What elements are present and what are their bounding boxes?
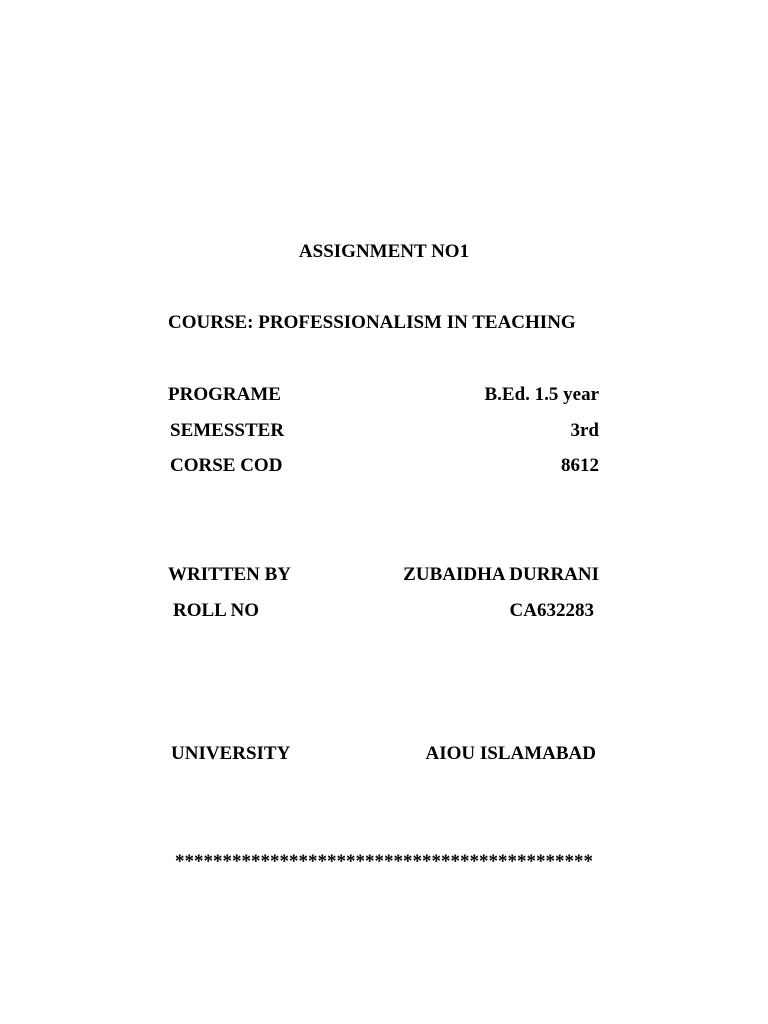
university-label: UNIVERSITY <box>171 743 291 764</box>
written-by-value: ZUBAIDHA DURRANI <box>403 564 599 585</box>
university-value: AIOU ISLAMABAD <box>425 743 596 764</box>
course-line: COURSE: PROFESSIONALISM IN TEACHING <box>168 312 576 333</box>
semester-value: 3rd <box>570 420 599 441</box>
course-code-label: CORSE COD <box>170 455 283 476</box>
assignment-title-text: ASSIGNMENT NO1 <box>298 241 470 262</box>
course-code-value: 8612 <box>561 455 599 476</box>
semester-label: SEMESSTER <box>170 420 285 441</box>
programe-label: PROGRAME <box>168 384 281 405</box>
assignment-title <box>0 242 768 261</box>
roll-no-label: ROLL NO <box>173 600 260 621</box>
roll-no-value: CA632283 <box>509 600 594 621</box>
written-by-label: WRITTEN BY <box>168 564 291 585</box>
asterisk-divider: ******************************************** <box>175 851 593 872</box>
programe-value: B.Ed. 1.5 year <box>484 384 599 405</box>
